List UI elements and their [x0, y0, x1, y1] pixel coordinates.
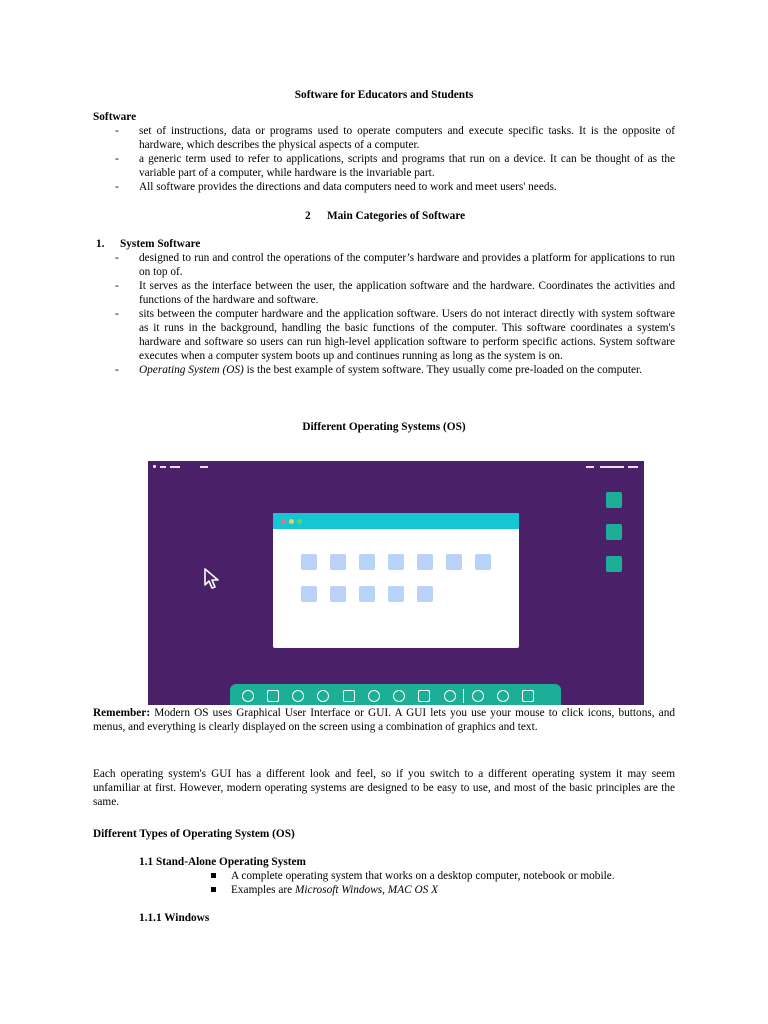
categories-heading: Main Categories of Software — [327, 210, 466, 222]
remember-paragraph: Remember: Modern OS uses Graphical User Interface or GUI. A GUI lets you use your mouse to click icons, buttons, and menus, and everything is clearly displayed on the screen using a combination of graphics and text. — [93, 707, 675, 733]
standalone-heading: 1.1 Stand-Alone Operating System — [139, 856, 306, 868]
system-number: 1. — [96, 238, 105, 250]
topbar-line-icon — [170, 466, 180, 468]
os-desktop-illustration — [148, 461, 644, 705]
window-tile-icon — [475, 554, 491, 570]
dock-app-icon — [343, 690, 355, 702]
categories-number: 2 — [305, 210, 311, 222]
window-tile-icon — [330, 586, 346, 602]
list-item: - Operating System (OS) is the best example of system software. They usually come pre-loaded on the computer. — [115, 364, 643, 376]
dock-app-icon — [292, 690, 304, 702]
list-item: Examples are Microsoft Windows, MAC OS X — [93, 883, 675, 897]
window-tile-icon — [359, 554, 375, 570]
window-tile-icon — [417, 554, 433, 570]
topbar-line-icon — [600, 466, 624, 468]
window-close-dot-icon — [281, 519, 286, 524]
window-tile-icon — [330, 554, 346, 570]
list-item: - All software provides the directions and data computers need to work and meet users' needs. — [115, 181, 557, 193]
bullet-square-icon — [211, 887, 216, 892]
dock-app-icon — [472, 690, 484, 702]
dock-app-icon — [368, 690, 380, 702]
topbar-line-icon — [160, 466, 166, 468]
window-tile-icon — [388, 586, 404, 602]
list-item: A complete operating system that works on a desktop computer, notebook or mobile. — [93, 869, 675, 883]
window-maximize-dot-icon — [297, 519, 302, 524]
list-item: - set of instructions, data or programs used to operate computers and execute specific tasks. It is the opposite of hardware, which describes the physical aspects of a computer. — [115, 125, 675, 151]
standalone-list — [93, 869, 675, 897]
topbar-dot-icon — [153, 465, 156, 468]
os-heading: Different Operating Systems (OS) — [302, 421, 466, 433]
window-tile-icon — [301, 554, 317, 570]
desktop-tile-icon — [606, 524, 622, 540]
window-titlebar — [273, 513, 519, 529]
windows-heading: 1.1.1 Windows — [139, 912, 210, 924]
list-item: - designed to run and control the operations of the computer’s hardware and provides a platform for applications to run on top of. — [115, 252, 675, 278]
window-minimize-dot-icon — [289, 519, 294, 524]
gui-paragraph: Each operating system's GUI has a different look and feel, so if you switch to a different operating system it may seem unfamiliar at first. However, modern operating systems are designed to be easy to use, and most of the basic principles are the same. — [93, 768, 675, 808]
dock-app-icon — [267, 690, 279, 702]
dock-app-icon — [418, 690, 430, 702]
window-tile-icon — [359, 586, 375, 602]
window-tile-icon — [446, 554, 462, 570]
desktop-tile-icon — [606, 492, 622, 508]
dock-app-icon — [317, 690, 329, 702]
topbar-line-icon — [200, 466, 208, 468]
list-item: - It serves as the interface between the user, the application software and the hardware. Coordinates the activities and functions of the hardware and software. — [115, 280, 675, 306]
topbar-line-icon — [628, 466, 638, 468]
window-tile-icon — [417, 586, 433, 602]
cursor-arrow-icon — [203, 567, 221, 591]
dock-app-icon — [393, 690, 405, 702]
taskbar-dock — [230, 684, 561, 705]
window-tile-icon — [388, 554, 404, 570]
types-heading: Different Types of Operating System (OS) — [93, 828, 295, 840]
list-item: - a generic term used to refer to applications, scripts and programs that run on a device. It can be thought of as the variable part of a computer, while hardware is the invariable part. — [115, 153, 675, 179]
system-heading: System Software — [120, 238, 201, 250]
desktop-tile-icon — [606, 556, 622, 572]
dock-separator — [463, 689, 464, 703]
topbar-line-icon — [586, 466, 594, 468]
list-item: - sits between the computer hardware and the application software. Users do not interact directly with system software as it runs in the background, handling the basic functions of the computer. This software coordinates a system's hardware and software so users can run high-level application software to perform specific actions. System software executes when a computer system boots up and continues running as long as the system is on. — [115, 308, 675, 362]
software-list — [93, 124, 675, 194]
dock-app-icon — [522, 690, 534, 702]
dock-app-icon — [242, 690, 254, 702]
software-heading: Software — [93, 111, 137, 123]
system-list — [93, 251, 675, 377]
window-tile-icon — [301, 586, 317, 602]
app-window — [273, 513, 519, 648]
bullet-square-icon — [211, 873, 216, 878]
dock-app-icon — [497, 690, 509, 702]
dock-app-icon — [444, 690, 456, 702]
document-title: Software for Educators and Students — [294, 89, 474, 101]
